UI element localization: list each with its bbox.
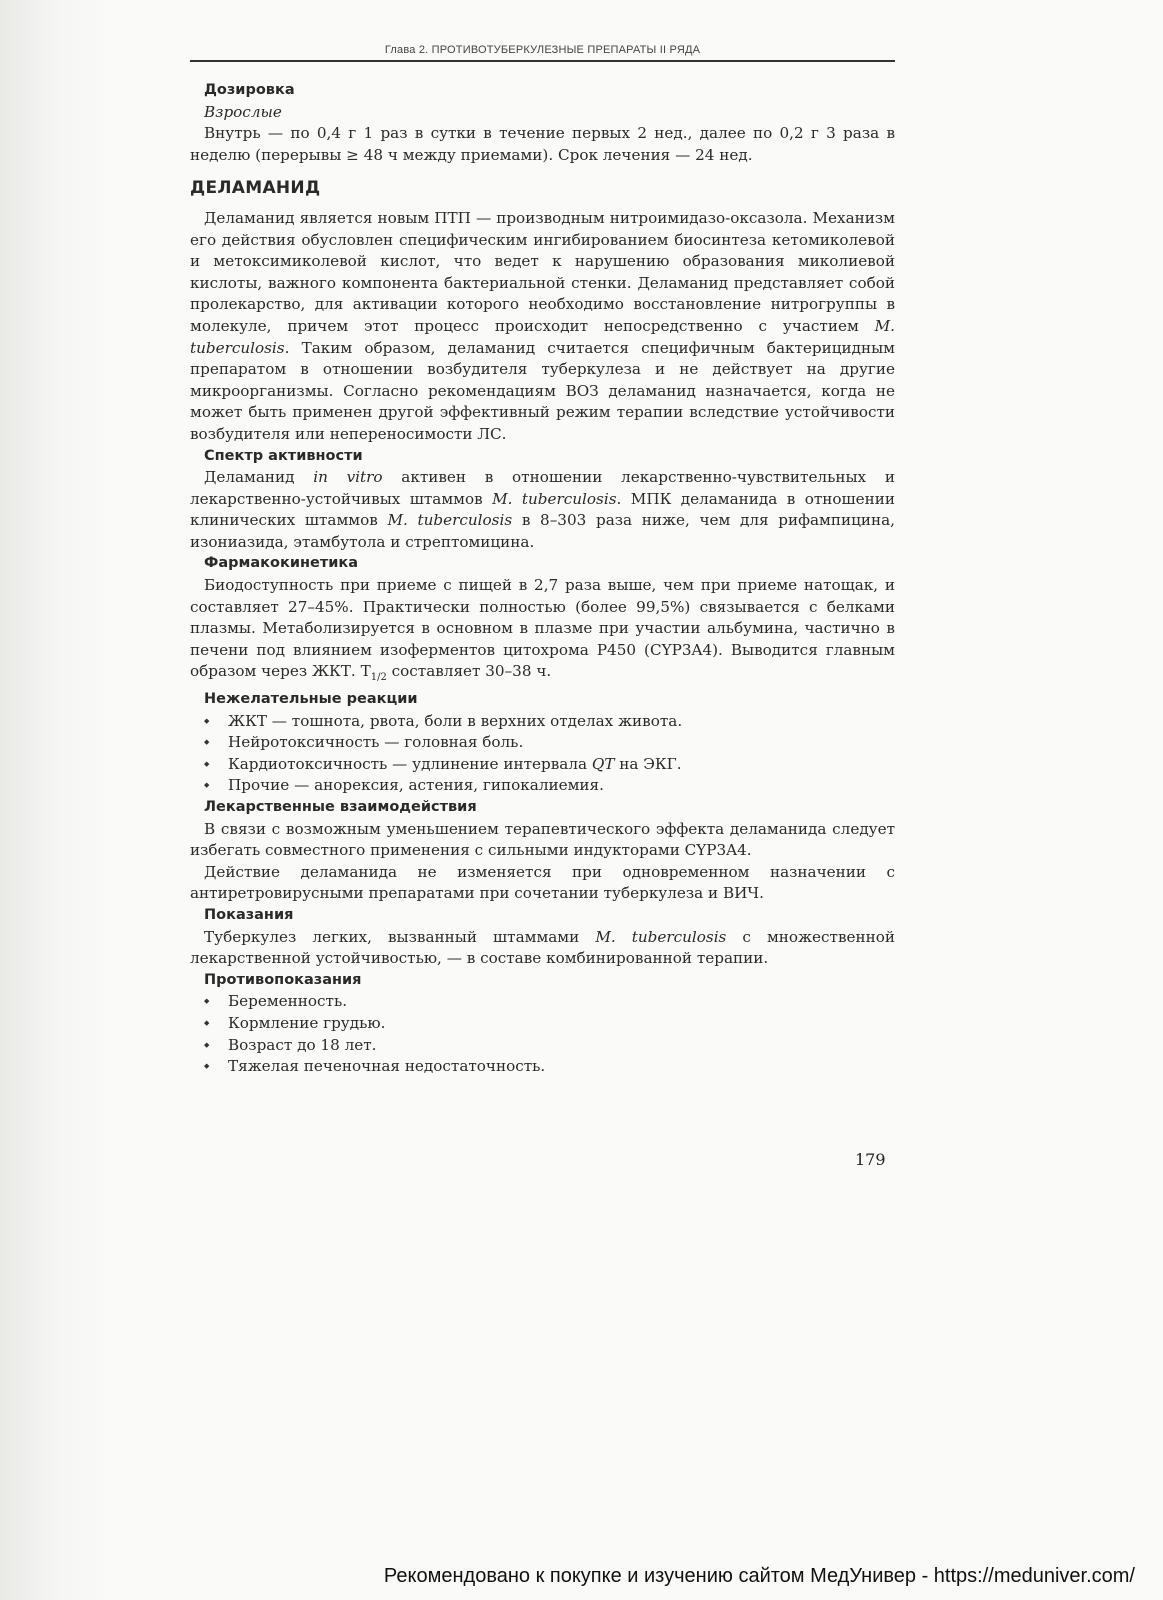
adverse-heading: Нежелательные реакции (204, 691, 418, 708)
pk-half-life-subscript: 1/2 (370, 672, 387, 684)
pk-text-1: Биодоступность при приеме с пищей в 2,7 раза выше, чем при приеме натощак, и составляет 27–45%. Практически полностью (более 99,5%) связывается с белками плазмы. Метаболизируется в основном в плазме при участии альбумина, частично в печени под влиянием изоферментов цитохрома Р450 (CYP3A4). Выводится главным образом через ЖКТ. Т (190, 576, 895, 681)
indications-text-1: Туберкулез легких, вызванный штаммами (204, 927, 596, 946)
spectrum-text-1: Деламанид (204, 468, 314, 487)
dosage-heading: Дозировка (204, 82, 295, 98)
adverse-item (190, 754, 895, 776)
spectrum-invitro: in vitro (313, 468, 383, 487)
pk-text-2: составляет 30–38 ч. (386, 662, 552, 681)
dosage-text: Внутрь — по 0,4 г 1 раз в сутки в течение первых 2 нед., далее по 0,2 г 3 раза в неделю (перерывы ≥ 48 ч между приемами). Срок лечения — 24 нед. (190, 124, 895, 164)
pk-paragraph (190, 575, 895, 689)
intro-text-2: . Таким образом, деламанид считается специфичным бактерицидным препаратом в отношении возбудителя туберкулеза и не действует на другие микроорганизмы. Согласно рекомендациям ВОЗ деламанид назначается, когда не может быть применен другой эффективный режим терапии вследствие устойчивости возбудителя или непереносимости ЛС. (190, 338, 895, 443)
dosage-subheading: Взрослые (204, 102, 282, 121)
spectrum-text-4: в 8–303 раза ниже, чем для рифампицина, изониазида, этамбутола и стрептомицина. (190, 511, 895, 551)
contraindication-item: ◆ Беременность. (190, 991, 895, 1013)
running-head: Глава 2. ПРОТИВОТУБЕРКУЛЕЗНЫЕ ПРЕПАРАТЫ II РЯДА (384, 44, 701, 56)
intro-text-1: Деламанид является новым ПТП — производным нитроимидазо-оксазола. Механизм его действия обусловлен специфическим ингибированием биосинтеза кетомиколевой и метоксимиколевой кислот, что ведет к нарушению образования миколиевой кислоты, важного компонента бактериальной стенки. Деламанид представляет собой пролекарство, для активации которого необходимо восстановление нитрогруппы в молекуле, причем этот процесс происходит непосредственно с участием (190, 208, 895, 335)
indications-paragraph (190, 927, 895, 970)
page-number: 179 (855, 1150, 886, 1169)
spectrum-text-3: . МПК деламанида в отношении клинических штаммов (190, 489, 896, 530)
contraindication-item: ◆ Тяжелая печеночная недостаточность. (190, 1056, 895, 1078)
spectrum-paragraph (190, 467, 895, 553)
adverse-item-3-a: Кардиотоксичность — удлинение интервала (228, 754, 592, 773)
indications-organism: M. tuberculosis (595, 927, 727, 946)
contraindication-item: ◆ Кормление грудью. (190, 1013, 895, 1035)
adverse-item: ◆ ЖКТ — тошнота, рвота, боли в верхних отделах живота. (190, 711, 895, 733)
page-body (190, 80, 895, 1078)
footer-banner: Рекомендовано к покупке и изучению сайтом МедУнивер - https://meduniver.com/ (383, 1565, 1135, 1587)
interactions-paragraph-2: Действие деламанида не изменяется при одновременном назначении с антиретровирусными препаратами при сочетании туберкулеза и ВИЧ. (190, 862, 895, 903)
spectrum-organism-1: M. tuberculosis (492, 489, 617, 508)
contraindication-item: ◆ Возраст до 18 лет. (190, 1035, 895, 1057)
spectrum-organism-2: M. tuberculosis (387, 511, 513, 530)
pk-heading: Фармакокинетика (204, 555, 359, 572)
adverse-item: ◆ Прочие — анорексия, астения, гипокалиемия. (190, 775, 895, 797)
adverse-item-3-qt: QT (591, 754, 615, 773)
adverse-item: ◆ Нейротоксичность — головная боль. (190, 732, 895, 754)
adverse-item-3-b: на ЭКГ. (614, 754, 682, 773)
interactions-heading: Лекарственные взаимодействия (204, 799, 477, 816)
spectrum-heading: Спектр активности (204, 447, 363, 464)
spectrum-text-2: активен в отношении лекарственно-чувствительных и лекарственно-устойчивых штаммов (190, 468, 895, 508)
scan-gutter-shadow (0, 0, 110, 1600)
contraindications-heading: Противопоказания (204, 971, 362, 988)
contraindications-list (190, 991, 895, 1077)
intro-paragraph (190, 208, 895, 446)
interactions-paragraph-1: В связи с возможным уменьшением терапевтического эффекта деламанида следует избегать совместного применения с сильными индукторами CYP3A4. (190, 819, 895, 860)
header-rule (190, 60, 895, 62)
section-title: ДЕЛАМАНИД (190, 178, 321, 199)
adverse-list (190, 711, 895, 797)
indications-heading: Показания (204, 907, 294, 923)
intro-organism: M. tuberculosis (190, 316, 895, 357)
indications-text-2: с множественной лекарственной устойчивостью, — в составе комбинированной терапии. (190, 927, 895, 968)
